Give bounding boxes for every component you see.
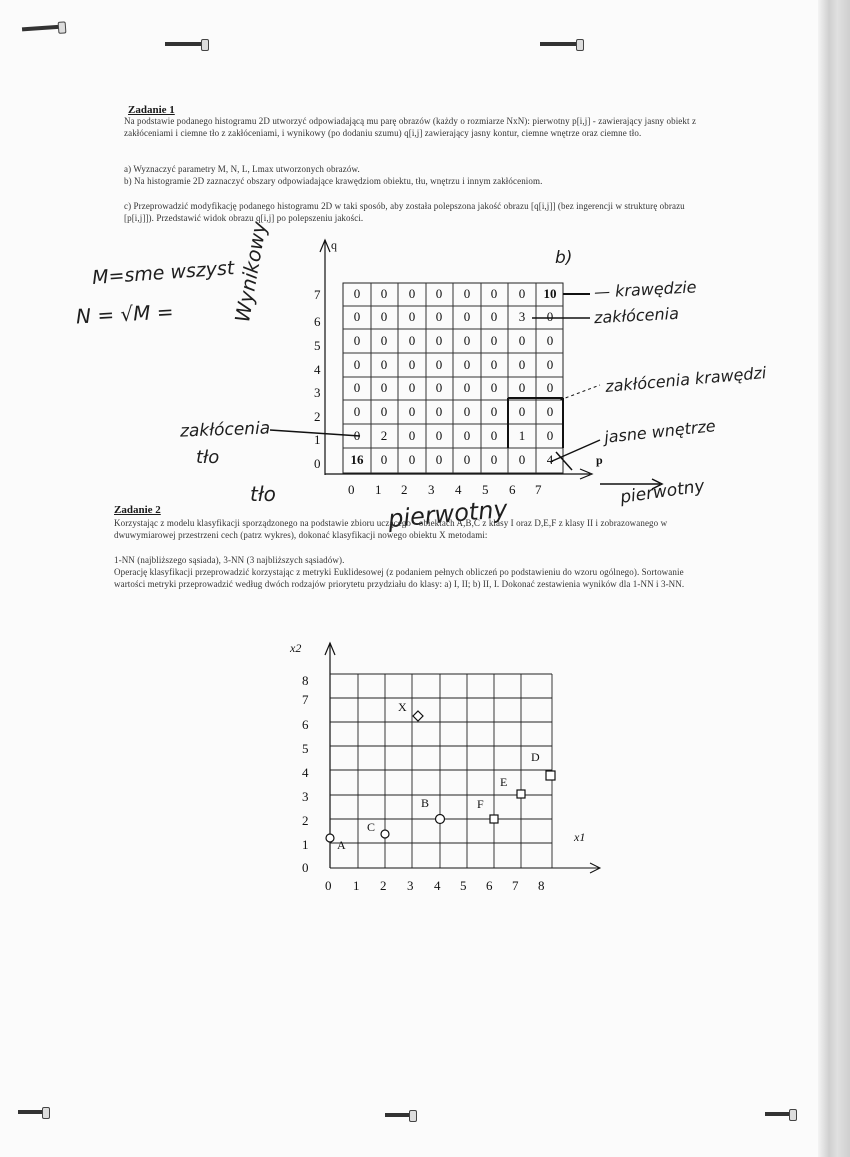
histogram-x-tick: 2 <box>401 482 408 497</box>
histogram-cell: 0 <box>490 404 498 419</box>
plot-y-tick: 4 <box>302 765 309 780</box>
histogram-cell: 0 <box>435 309 443 324</box>
histogram-cell: 0 <box>518 404 526 419</box>
histogram-cell: 0 <box>490 357 498 372</box>
histogram-cell: 0 <box>380 404 388 419</box>
plot-y-tick: 6 <box>302 717 309 732</box>
histogram-x-tick: 1 <box>375 482 382 497</box>
histogram-cell: 0 <box>518 452 526 467</box>
handwritten-zaklocenia-krawedzi: zakłócenia krawędzi <box>604 362 768 397</box>
plot-x-tick: 5 <box>460 878 467 893</box>
histogram-x-tick: 7 <box>535 482 542 497</box>
handwritten-tlo-1: tło <box>196 447 220 468</box>
histogram-cell: 0 <box>380 333 388 348</box>
plot-y-axis-label: x2 <box>290 641 302 655</box>
histogram-y-tick: 4 <box>314 362 321 377</box>
handwritten-zaklocenia-2: zakłócenia <box>179 418 271 442</box>
point-e-label: E <box>500 775 508 789</box>
plot-y-tick: 7 <box>302 692 309 707</box>
histogram-cell: 0 <box>353 309 361 324</box>
histogram-x-tick: 0 <box>348 482 355 497</box>
histogram-cell: 0 <box>380 380 388 395</box>
histogram-cell: 0 <box>435 286 443 301</box>
histogram-cell: 0 <box>546 333 554 348</box>
histogram-cell: 0 <box>408 380 416 395</box>
histogram-cell: 4 <box>546 452 554 467</box>
histogram-cell: 0 <box>490 428 498 443</box>
histogram-cell: 0 <box>353 286 361 301</box>
plot-x-axis-label: x1 <box>574 830 586 844</box>
point-x-marker <box>413 711 423 721</box>
histogram-y-tick: 3 <box>314 385 321 400</box>
histogram-cell: 0 <box>353 428 361 443</box>
handwritten-y-note: Wynikowy <box>230 219 272 325</box>
point-f-marker <box>490 815 498 823</box>
point-c-marker <box>381 830 389 838</box>
histogram-x-tick: 3 <box>428 482 435 497</box>
task1-title: Zadanie 1 <box>128 104 175 116</box>
point-x-label: X <box>398 700 407 714</box>
histogram-cell: 0 <box>490 380 498 395</box>
histogram-y-axis-label: q <box>331 238 337 252</box>
plot-y-tick: 3 <box>302 789 309 804</box>
histogram-cell: 0 <box>435 333 443 348</box>
point-d-label: D <box>531 750 540 764</box>
histogram-cell: 0 <box>353 380 361 395</box>
point-e-marker <box>517 790 525 798</box>
task2-paragraph-3: Operację klasyfikacji przeprowadzić korzystając z metryki Euklidesowej (z podaniem pełnych obliczeń po podstawieniu do wzoru ogólnego). Sortowanie wartości metryki przeprowadzić według dwóch rodzajów priorytetu przydziału do klasy: a) I, II; b) II, I. Dokonać zestawienia wyników dla 1-NN i 3-NN. <box>114 567 685 589</box>
histogram-cell: 0 <box>518 333 526 348</box>
histogram-cell: 0 <box>463 357 471 372</box>
plot-x-tick: 3 <box>407 878 414 893</box>
histogram-cell: 2 <box>380 428 388 443</box>
handwritten-b-label: b) <box>555 248 573 268</box>
histogram-cell: 0 <box>546 309 554 324</box>
histogram-cell: 0 <box>435 357 443 372</box>
histogram-cell: 3 <box>518 309 526 324</box>
histogram-cell: 0 <box>353 333 361 348</box>
histogram-cell: 0 <box>518 357 526 372</box>
histogram-cell: 0 <box>463 404 471 419</box>
histogram-x-tick: 4 <box>455 482 462 497</box>
histogram-y-tick: 0 <box>314 456 321 471</box>
point-b-marker <box>436 815 445 824</box>
histogram-x-axis-label: p <box>596 453 603 467</box>
histogram-cell: 0 <box>408 333 416 348</box>
histogram-cell: 0 <box>380 309 388 324</box>
histogram-cell: 0 <box>408 428 416 443</box>
histogram-cell: 0 <box>380 286 388 301</box>
histogram-cell: 0 <box>490 286 498 301</box>
plot-x-tick: 4 <box>434 878 441 893</box>
histogram-cell: 10 <box>543 286 557 301</box>
task1-paragraph-2: a) Wyznaczyć parametry M, N, L, Lmax utworzonych obrazów. <box>124 164 360 174</box>
histogram-y-tick: 2 <box>314 409 321 424</box>
histogram-cell: 0 <box>546 380 554 395</box>
plot-y-tick: 8 <box>302 673 309 688</box>
histogram-cell: 0 <box>408 452 416 467</box>
histogram-cell: 0 <box>463 286 471 301</box>
task1-paragraph-4: c) Przeprowadzić modyfikację podanego histogramu 2D w taki sposób, aby została polepszona jakość obrazu [q[i,j]] (bez ingerencji w strukturę obrazu [p[i,j]]). Przedstawić widok obrazu q[i,j] po polepszeniu jakości. <box>124 201 685 223</box>
histogram-cell: 0 <box>546 357 554 372</box>
plot-x-tick: 2 <box>380 878 387 893</box>
plot-x-tick: 8 <box>538 878 545 893</box>
plot-y-tick: 2 <box>302 813 309 828</box>
handwritten-krawedzie: — krawędzie <box>593 277 697 302</box>
histogram-cell: 0 <box>463 333 471 348</box>
histogram-cell: 0 <box>546 428 554 443</box>
point-a-label: A <box>337 838 346 852</box>
histogram-cell: 0 <box>463 309 471 324</box>
histogram-cell: 0 <box>546 404 554 419</box>
point-b-label: B <box>421 796 430 810</box>
histogram-cell: 0 <box>490 452 498 467</box>
histogram-cell: 0 <box>380 452 388 467</box>
histogram-cell: 0 <box>463 428 471 443</box>
histogram-cell: 0 <box>435 452 443 467</box>
histogram-cell: 0 <box>518 286 526 301</box>
handwritten-n-formula: N = √M = <box>75 299 175 329</box>
handwritten-pierwotny: pierwotny <box>619 476 706 508</box>
handwritten-jasne-wnetrze: jasne wnętrze <box>603 416 717 447</box>
task2-title: Zadanie 2 <box>114 504 161 516</box>
plot-y-tick: 0 <box>302 860 309 875</box>
point-a-marker <box>326 834 334 842</box>
handwritten-tlo-2: tło <box>250 482 276 506</box>
histogram-cell: 1 <box>518 428 526 443</box>
handwritten-m-formula: M=sme wszyst <box>91 257 236 289</box>
point-c-label: C <box>367 820 376 834</box>
histogram-cell: 0 <box>353 357 361 372</box>
plot-x-tick: 6 <box>486 878 493 893</box>
histogram-cell: 0 <box>490 309 498 324</box>
histogram-x-tick: 5 <box>482 482 489 497</box>
histogram-cell: 0 <box>408 286 416 301</box>
histogram-x-tick: 6 <box>509 482 516 497</box>
histogram-y-tick: 5 <box>314 338 321 353</box>
histogram-cell: 0 <box>408 309 416 324</box>
plot-x-tick: 1 <box>353 878 360 893</box>
task2-paragraph-2: 1-NN (najbliższego sąsiada), 3-NN (3 najbliższych sąsiadów). <box>114 555 345 565</box>
histogram-cell: 0 <box>408 357 416 372</box>
plot-x-tick: 0 <box>325 878 332 893</box>
histogram-y-tick: 1 <box>314 432 321 447</box>
histogram-cell: 0 <box>463 380 471 395</box>
histogram-cell: 0 <box>380 357 388 372</box>
histogram-cell: 16 <box>350 452 364 467</box>
plot-y-tick: 1 <box>302 837 309 852</box>
plot-y-tick: 5 <box>302 741 309 756</box>
handwritten-p-bottom: pierwotny <box>387 494 509 534</box>
histogram-cell: 0 <box>408 404 416 419</box>
histogram-cell: 0 <box>435 428 443 443</box>
task1-paragraph-1: Na podstawie podanego histogramu 2D utworzyć odpowiadającą mu parę obrazów (każdy o rozmiarze NxN): pierwotny p[i,j] - zawierający jasny obiekt z zakłóceniami i ciemne tło z zakłóceniami, i wynikowy (po dodaniu szumu) q[i,j] zawierający jasny kontur, ciemne wnętrze oraz ciemne tło. <box>124 116 697 138</box>
histogram-cell: 0 <box>435 380 443 395</box>
histogram-y-tick: 7 <box>314 287 321 302</box>
task2-paragraph-1: Korzystając z modelu klasyfikacji sporządzonego na podstawie zbioru uczącego - obiektach A,B,C z klasy I oraz D,E,F z klasy II i zobrazowanego w dwuwymiarowej przestrzeni cech (patrz wykres), dokonać klasyfikacji nowego obiektu X metodami: <box>114 518 668 540</box>
histogram-cell: 0 <box>490 333 498 348</box>
point-d-marker <box>546 771 555 780</box>
plot-x-tick: 7 <box>512 878 519 893</box>
point-f-label: F <box>477 797 484 811</box>
histogram-cell: 0 <box>518 380 526 395</box>
histogram-y-tick: 6 <box>314 314 321 329</box>
handwritten-zaklocenia-1: zakłócenia <box>593 303 680 328</box>
task1-paragraph-3: b) Na histogramie 2D zaznaczyć obszary odpowiadające krawędziom obiektu, tłu, wnętrzu i innym zakłóceniom. <box>124 176 543 186</box>
histogram-cell: 0 <box>353 404 361 419</box>
histogram-cell: 0 <box>463 452 471 467</box>
histogram-cell: 0 <box>435 404 443 419</box>
